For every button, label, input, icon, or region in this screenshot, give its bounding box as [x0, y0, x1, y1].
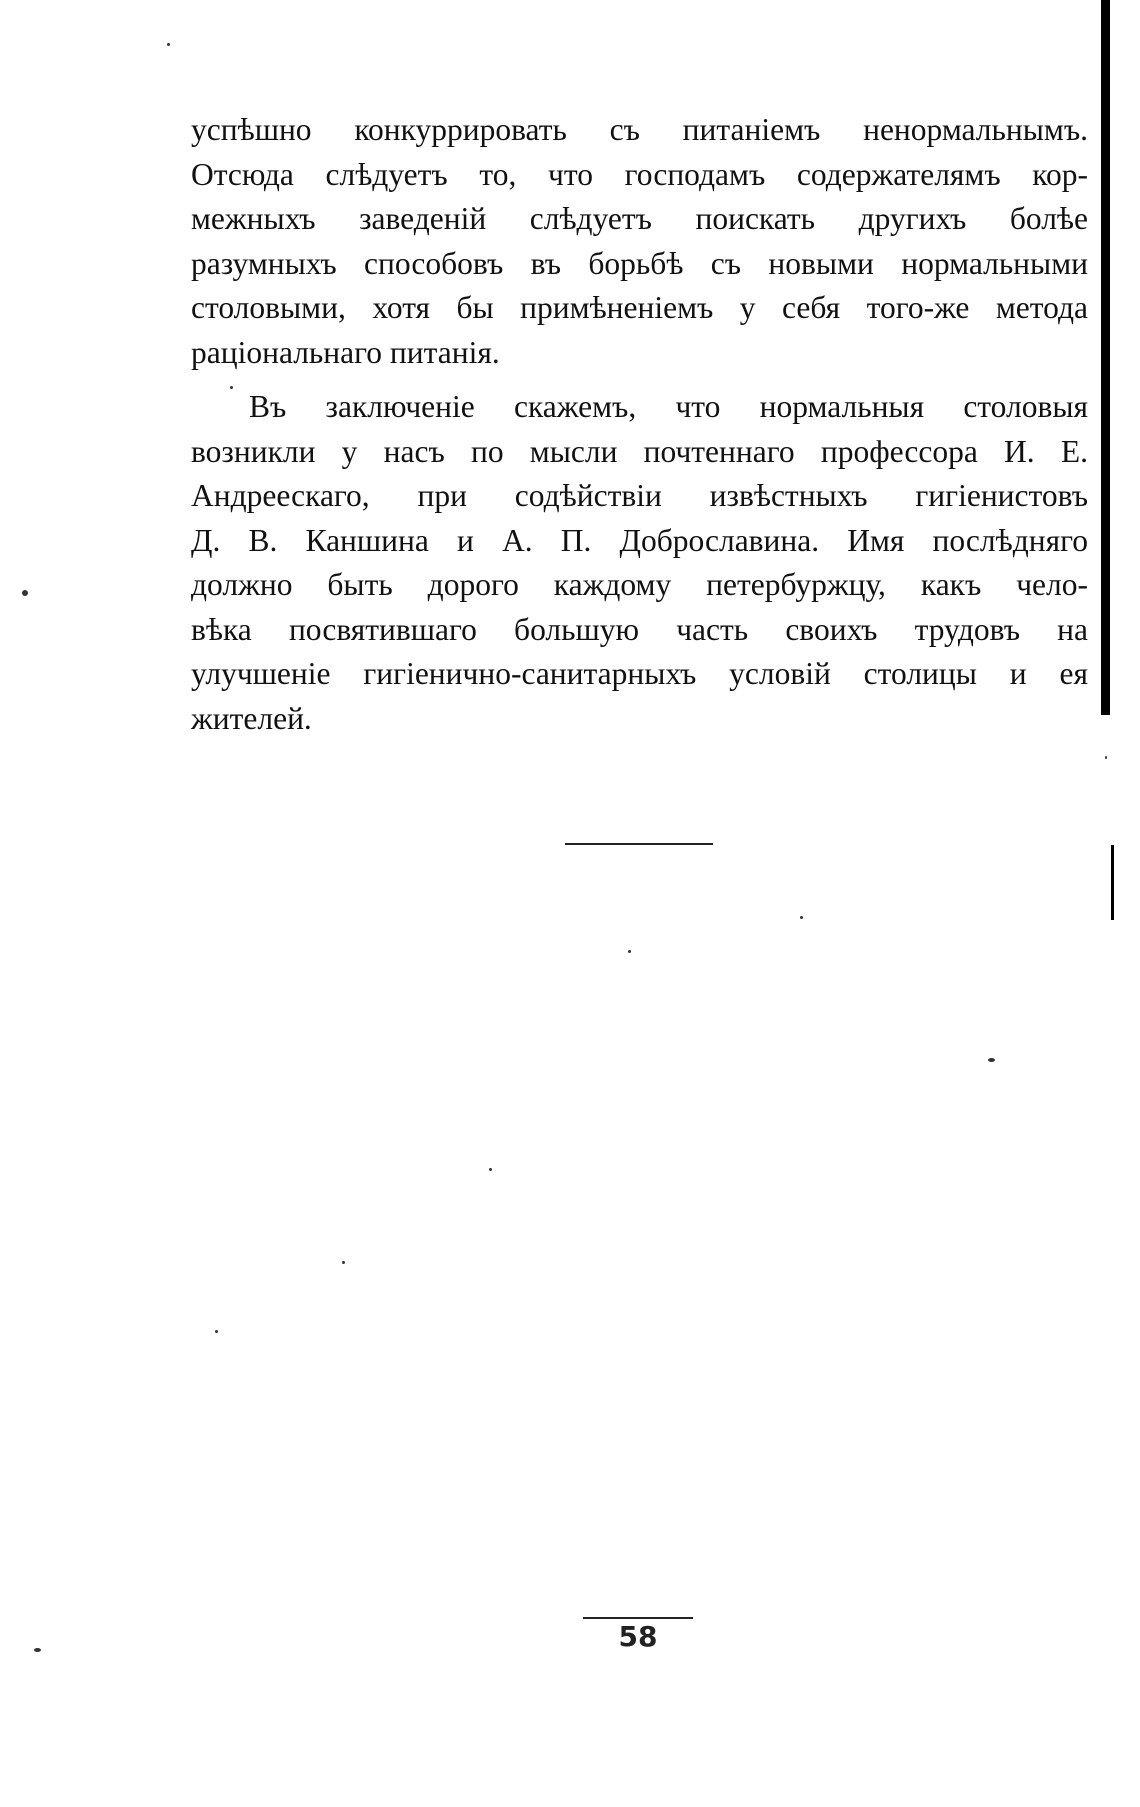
- scan-speck: [628, 950, 631, 953]
- paragraph-2: [191, 385, 1088, 741]
- text-line: Андреескаго, при содѣйствіи извѣстныхъ гигіенистовъ: [191, 478, 1088, 513]
- text-line: должно быть дорого каждому петербуржцу, какъ чело-: [191, 567, 1088, 602]
- text-line: жителей.: [191, 700, 312, 736]
- body-text: [191, 108, 1088, 741]
- text-line: вѣка посвятившаго большую часть своихъ трудовъ на: [191, 611, 1088, 647]
- text-line: Въ заключеніе скажемъ, что нормальныя столовыя: [249, 389, 1088, 424]
- page-number: 58: [618, 1620, 658, 1653]
- scan-speck: [800, 916, 803, 919]
- scan-speck: [167, 43, 170, 46]
- scan-speck: [988, 1058, 995, 1062]
- text-line: разумныхъ способовъ въ борьбѣ съ новыми нормальными: [191, 245, 1088, 281]
- scan-speck: [1105, 756, 1107, 759]
- scan-edge-mark: [1101, 0, 1110, 715]
- scan-speck: [342, 1261, 345, 1264]
- text-line: Д. В. Каншина и А. П. Доброславина. Имя послѣдняго: [191, 522, 1088, 558]
- scan-speck: [489, 1168, 492, 1171]
- scan-speck: [34, 1648, 41, 1652]
- text-line: Отсюда слѣдуетъ то, что господамъ содержателямъ кор-: [191, 156, 1088, 192]
- paragraph-1: [191, 108, 1088, 375]
- scan-speck: [215, 1330, 218, 1333]
- scan-speck: [230, 386, 233, 389]
- text-line: столовыми, хотя бы примѣненіемъ у себя того-же метода: [191, 290, 1088, 325]
- text-line: межныхъ заведеній слѣдуетъ поискать другихъ болѣе: [191, 201, 1088, 236]
- text-line: возникли у насъ по мысли почтеннаго профессора И. Е.: [191, 433, 1088, 469]
- footer-rule: [583, 1617, 693, 1619]
- scan-speck: [22, 590, 28, 596]
- scan-edge-mark: [1111, 845, 1114, 920]
- text-line: успѣшно конкуррировать съ питаніемъ ненормальнымъ.: [191, 112, 1088, 147]
- text-line: улучшеніе гигіенично-санитарныхъ условій столицы и ея: [191, 656, 1088, 691]
- section-divider: [565, 843, 713, 845]
- text-line: раціональнаго питанія.: [191, 334, 500, 370]
